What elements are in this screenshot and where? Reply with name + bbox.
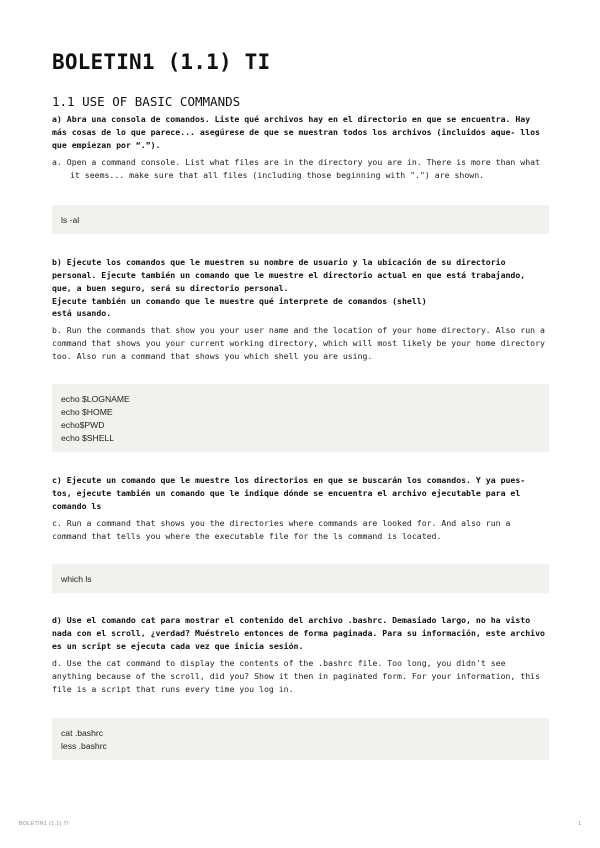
question-c-spanish: c) Ejecute un comando que le muestre los directorios en que se buscarán los comandos. Y ya pues- tos, ejecute también un comando que le indique dónde se encuentra el archivo ejecutable para el comando ls [52, 475, 526, 511]
code-line: echo$PWD [61, 420, 105, 430]
question-d-spanish: d) Use el comando cat para mostrar el contenido del archivo .bashrc. Demasiado largo, no ha visto nada con el scroll, ¿verdad? Muéstrelo entonces de forma paginada. Para su información, este archivo es un script se ejecuta cada vez que inicia sesión. [52, 615, 545, 651]
code-block-d [52, 718, 549, 760]
footer-page-number: 1 [578, 821, 581, 827]
question-a-english: a. Open a command console. List what files are in the directory you are in. There is more than what it seems... make sure that all files (including those beginning with ".") are shown. [52, 157, 540, 180]
code-block-c [52, 564, 549, 593]
question-c-english: c. Run a command that shows you the directories where commands are looked for. And also run a command that tells you where the executable file for the ls command is located. [52, 518, 511, 541]
code-line: echo $SHELL [61, 433, 115, 443]
section-title: 1.1 USE OF BASIC COMMANDS [52, 94, 241, 109]
code-line: echo $HOME [61, 407, 113, 417]
code-line: ls -al [61, 215, 80, 225]
question-b-spanish: b) Ejecute los comandos que le muestren su nombre de usuario y la ubicación de su directorio personal. Ejecute también un comando que le muestre el directorio actual en que está trabajando, que, a buen seguro, será su directorio personal. [52, 257, 526, 293]
code-line: less .bashrc [61, 741, 107, 751]
code-block-a [52, 205, 549, 234]
question-b-spanish-extra-1: Ejecute también un comando que le muestre qué interprete de comandos (shell) [52, 296, 427, 306]
question-b-english: b. Run the commands that show you your user name and the location of your home directory. Also run a command that shows you your current working directory, which will most likely be your home directory too. Also run a command that shows you which shell you are using. [52, 325, 545, 361]
code-block-b [52, 384, 549, 452]
code-line: cat .bashrc [61, 728, 104, 738]
question-d-english: d. Use the cat command to display the contents of the .bashrc file. Too long, you didn't see anything because of the scroll, did you? Show it then in paginated form. For your information, this file is a script that runs every time you log in. [52, 658, 540, 694]
code-line: echo $LOGNAME [61, 394, 130, 404]
page-title: BOLETIN1 (1.1) TI [52, 50, 271, 74]
question-b-spanish-extra-2: está usando. [52, 308, 112, 318]
footer-document-name: BOLETIN1 (1.1) TI [19, 821, 69, 827]
question-a-spanish: a) Abra una consola de comandos. Liste qué archivos hay en el directorio en que se encuentra. Hay más cosas de lo que parece... asegúrese de que se muestran todos los archivos (incluidos aque- llos que empiezan por “.”). [52, 114, 540, 150]
code-line: which ls [61, 574, 92, 584]
